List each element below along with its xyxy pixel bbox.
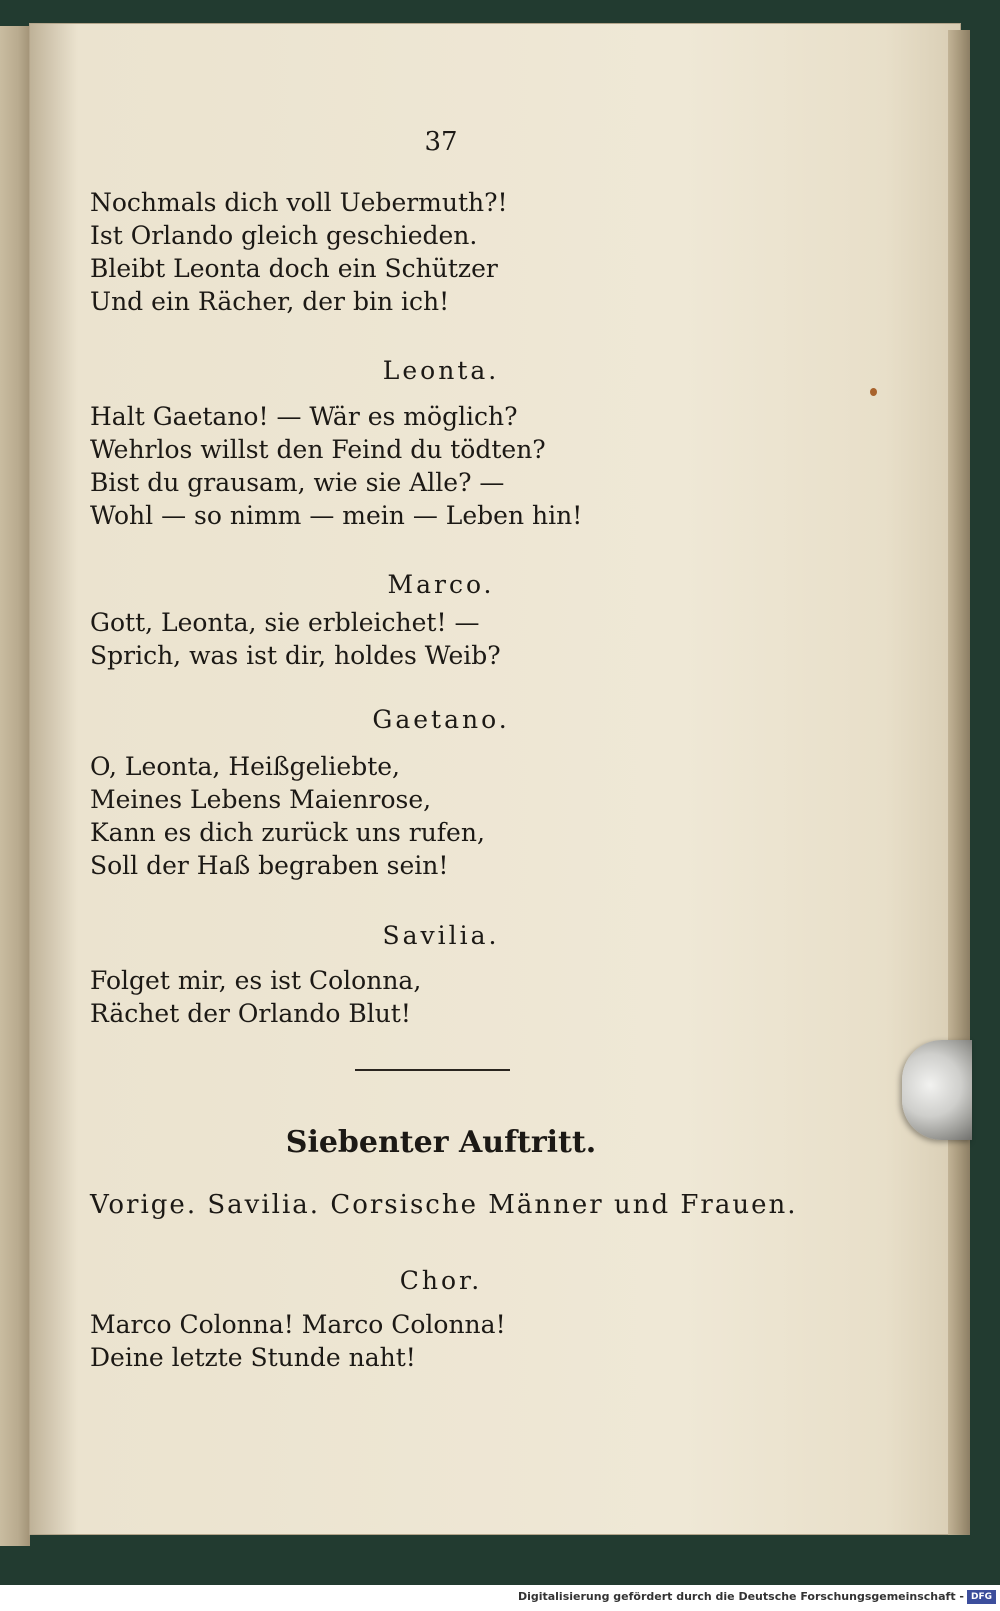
section-divider <box>355 1069 510 1071</box>
verse-line: Gott, Leonta, sie erbleichet! — <box>90 608 480 637</box>
verse-line: Rächet der Orlando Blut! <box>90 999 411 1028</box>
verse-line: Halt Gaetano! — Wär es möglich? <box>90 402 518 431</box>
scene-cast: Vorige. Savilia. Corsische Männer und Frauen. <box>90 1190 798 1220</box>
verse-line: Sprich, was ist dir, holdes Weib? <box>90 641 501 670</box>
scene-title: Siebenter Auftritt. <box>285 1125 597 1160</box>
dfg-logo: DFG <box>967 1590 996 1604</box>
page-number: 37 <box>424 127 458 157</box>
verse-line: Meines Lebens Maienrose, <box>90 785 432 814</box>
speaker-name: Marco. <box>387 570 495 599</box>
verse-line: Kann es dich zurück uns rufen, <box>90 818 485 847</box>
funding-notice: Digitalisierung gefördert durch die Deutsche Forschungsgemeinschaft - <box>517 1590 964 1603</box>
previous-page-edge <box>0 26 30 1546</box>
speaker-name: Savilia. <box>382 921 500 950</box>
speaker-name: Gaetano. <box>372 705 510 734</box>
verse-line: Nochmals dich voll Uebermuth?! <box>90 188 508 217</box>
verse-line: Ist Orlando gleich geschieden. <box>90 221 478 250</box>
verse-line: Bleibt Leonta doch ein Schützer <box>90 254 498 283</box>
verse-line: Soll der Haß begraben sein! <box>90 851 449 880</box>
verse-line: Und ein Rächer, der bin ich! <box>90 287 450 316</box>
verse-line: Wehrlos willst den Feind du tödten? <box>90 435 546 464</box>
speaker-name: Chor. <box>399 1266 483 1295</box>
page-stack-edge <box>948 30 970 1535</box>
paper-stain <box>870 388 877 396</box>
verse-line: Bist du grausam, wie sie Alle? — <box>90 468 505 497</box>
verse-line: O, Leonta, Heißgeliebte, <box>90 752 400 781</box>
page-clip <box>902 1040 972 1140</box>
verse-line: Deine letzte Stunde naht! <box>90 1343 416 1372</box>
verse-line: Wohl — so nimm — mein — Leben hin! <box>90 501 583 530</box>
verse-line: Folget mir, es ist Colonna, <box>90 966 422 995</box>
verse-line: Marco Colonna! Marco Colonna! <box>90 1310 506 1339</box>
footer-bar <box>0 1585 1000 1611</box>
speaker-name: Leonta. <box>382 356 500 385</box>
